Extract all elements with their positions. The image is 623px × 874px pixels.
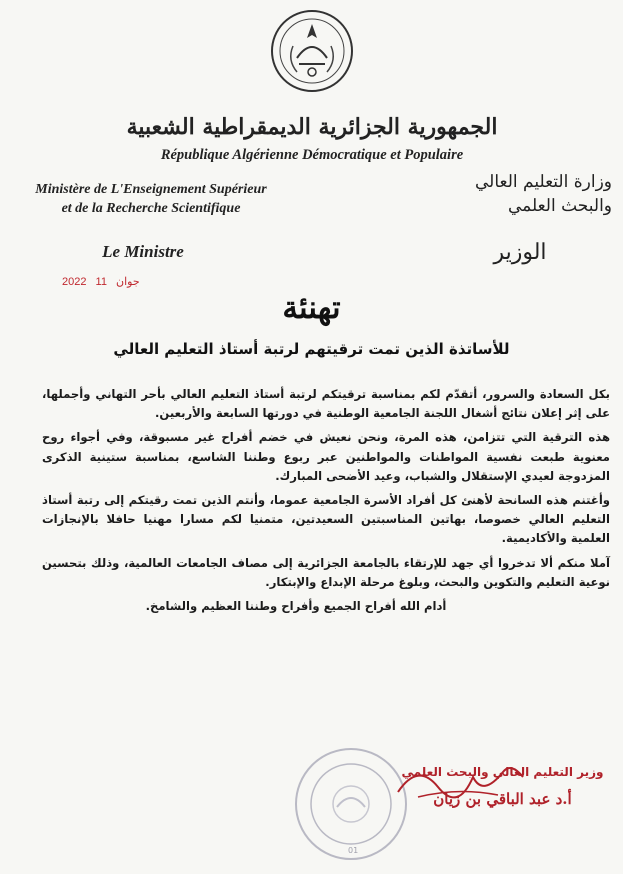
french-minister-label: Le Ministre [102,242,184,261]
french-ministry-line2: et de la Recherche Scientifique [61,201,241,216]
french-ministry-line1: Ministère de L'Enseignement Supérieur [35,182,267,197]
arabic-republic-title: الجمهورية الجزائرية الديمقراطية الشعبية [126,114,498,140]
arabic-ministry-line2: والبحث العلمي [507,196,612,216]
national-emblem-icon [269,8,355,94]
body-paragraph-4: آملا منكم ألا تدخروا أي جهد للإرتقاء بالجامعة الجزائرية إلى مصاف الجامعات العالمية، وذلك بتحسين نوعية التعليم والتكوين والبحث، وبلوغ مرحلة الإبداع والإبتكار. [42,555,610,589]
body-paragraph-3: وأغتنم هذه السانحة لأهنئ كل أفراد الأسرة الجامعية عموما، وأنتم الذين تمت رقيتكم إلى رتبة أستاذ التعليم العالي خصوصا، بهاتين المناسبتين السعيدتين، متمنيا لكم مسارا مهنيا حافلا بالإنجازات العلمية والأكاديمية. [42,493,610,546]
letter-title: تهنئة [282,290,341,326]
body-paragraph-1: بكل السعادة والسرور، أتقدّم لكم بمناسبة ترقيتكم لرتبة أستاذ التعليم العالي بأحر التهاني وأجملها، على إثر إعلان نتائج أشغال اللجنة الجامعية الوطنية في دورتها السابعة والأربعين. [42,387,610,421]
french-republic-title: République Algérienne Démocratique et Populaire [160,147,464,163]
date-month: جوان [116,276,140,288]
signatory-name: أ.د عبد الباقي بن زيان [433,790,572,808]
body-paragraph-2: هذه الترقية التي تتزامن، هذه المرة، ونحن نعيش في خضم أفراح غير مسبوقة، وفي أجواء روح معنوية طبعت نفسية المواطنات والمواطنين عبر ربوع وطننا الشاسع، بمناسبة ستينية الذكرى المزدوجة لعيدي الإستقلال والشباب، وعيد الأضحى المبارك. [42,430,610,483]
date-day: 11 [95,276,107,288]
body-closing: أدام الله أفراح الجميع وأفراح وطننا العظيم والشامخ. [145,599,447,614]
letter-body [42,385,610,621]
date-stamp [62,275,182,288]
letter-subtitle: للأساتذة الذين تمت ترقيتهم لرتبة أستاذ التعليم العالي [113,340,510,358]
svg-text:01: 01 [348,846,359,855]
arabic-ministry-line1: وزارة التعليم العالي [474,172,612,192]
arabic-ministry-name [420,170,612,218]
signatory-title: وزير التعليم العالي والبحث العلمي [401,765,604,779]
date-year: 2022 [62,276,87,288]
french-ministry-name [16,180,286,218]
arabic-minister-label: الوزير [493,240,547,265]
